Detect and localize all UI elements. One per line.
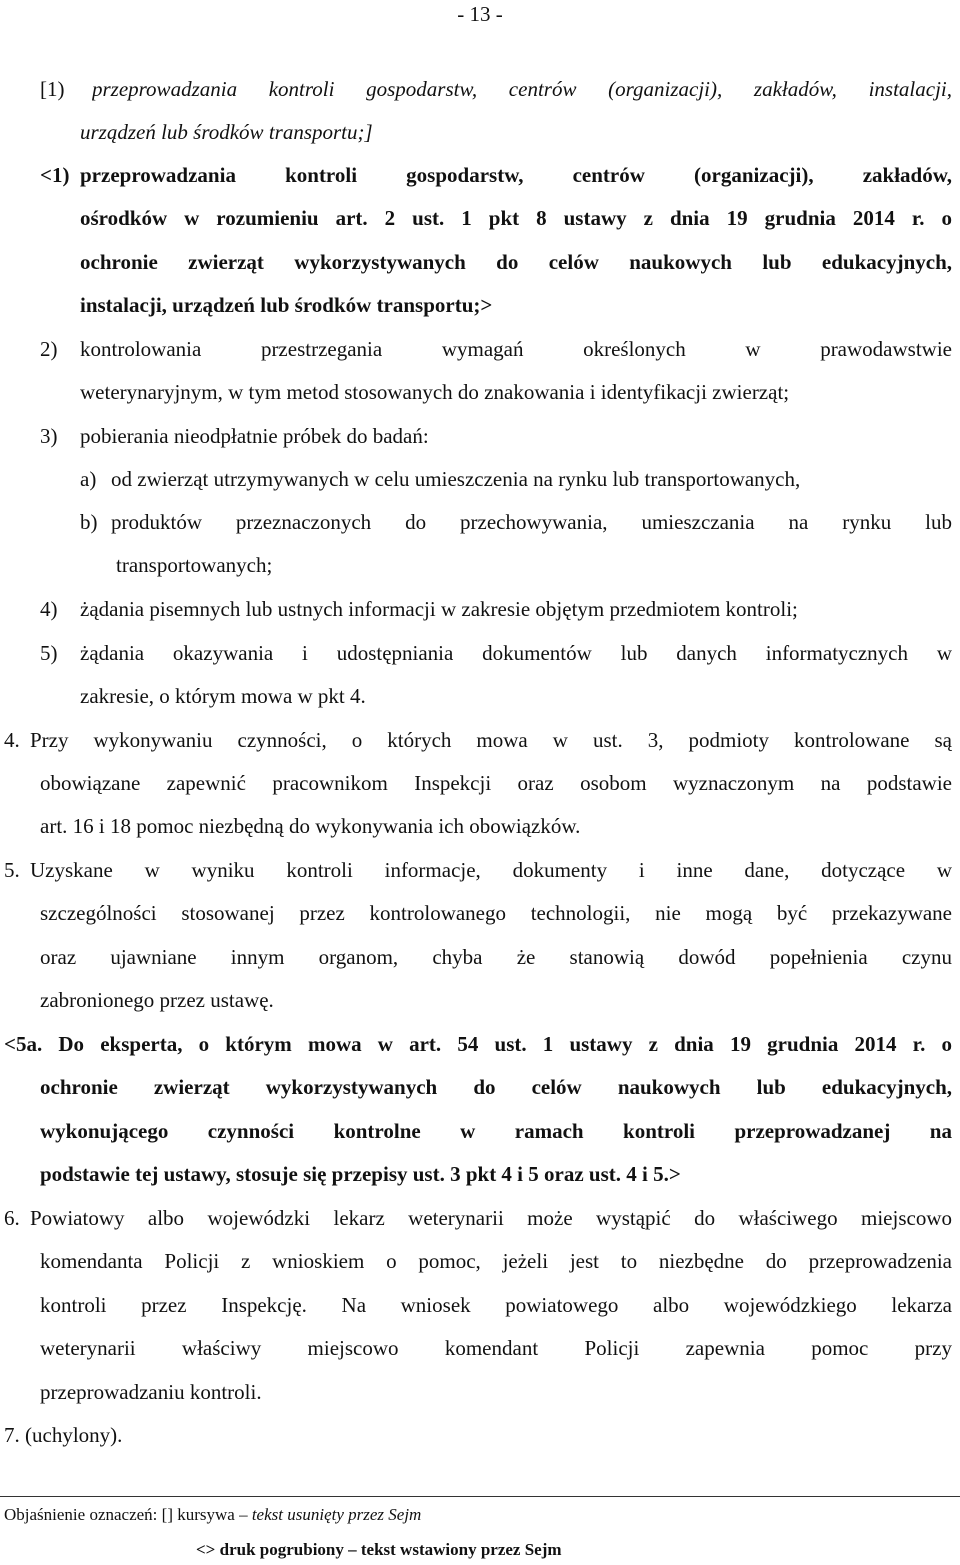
text-line: Przy wykonywaniu czynności, o których mowa w ust. 3, podmioty kontrolowane są — [30, 728, 952, 752]
text-line: ośrodków w rozumieniu art. 2 ust. 1 pkt 8 ustawy z dnia 19 grudnia 2014 r. o — [80, 206, 952, 230]
legend-dash: – — [234, 1505, 252, 1524]
text-line: ochronie zwierząt wykorzystywanych do celów naukowych lub edukacyjnych, — [80, 250, 952, 274]
section-number: 5. — [4, 858, 20, 882]
text-line: żądania pisemnych lub ustnych informacji w zakresie objętym przedmiotem kontroli; — [80, 597, 798, 621]
text-line: komendanta Policji z wnioskiem o pomoc, jeżeli jest to niezbędne do przeprowadzenia — [40, 1249, 952, 1273]
section-7: 7. (uchylony). — [4, 1423, 123, 1447]
letter-number: a) — [80, 467, 97, 491]
point-number: <1) — [40, 163, 70, 187]
text-line: <5a. Do eksperta, o którym mowa w art. 54 ust. 1 ustawy z dnia 19 grudnia 2014 r. o — [4, 1032, 952, 1056]
text-line: od zwierząt utrzymywanych w celu umieszczenia na rynku lub transportowanych, — [111, 467, 801, 491]
text-line: przeprowadzania kontroli gospodarstw, centrów (organizacji), zakładów, instalacji, — [92, 77, 952, 101]
text-line: żądania okazywania i udostępniania dokumentów lub danych informatycznych w — [80, 641, 952, 665]
text-line: urządzeń lub środków transportu;] — [80, 120, 373, 144]
section-number: 6. — [4, 1206, 20, 1230]
text-line: transportowanych; — [116, 553, 273, 577]
text-line: pobierania nieodpłatnie próbek do badań: — [80, 424, 429, 448]
legend-italic-marker: [] kursywa — [161, 1505, 235, 1524]
page-number: - 13 - — [457, 2, 503, 26]
text-line: zakresie, o którym mowa w pkt 4. — [80, 684, 366, 708]
section-number: 4. — [4, 728, 20, 752]
text-line: Powiatowy albo wojewódzki lekarz weterynarii może wystąpić do właściwego miejscowo — [30, 1206, 952, 1230]
text-line: produktów przeznaczonych do przechowywania, umieszczania na rynku lub — [111, 510, 952, 534]
point-number: 5) — [40, 641, 58, 665]
text-line: zabronionego przez ustawę. — [40, 988, 274, 1012]
point-number: 4) — [40, 597, 58, 621]
text-line: obowiązane zapewnić pracownikom Inspekcji oraz osobom wyznaczonym na podstawie — [40, 771, 952, 795]
legend-line-bold: <> druk pogrubiony – tekst wstawiony przez Sejm — [196, 1540, 562, 1559]
text-line: kontroli przez Inspekcję. Na wniosek powiatowego albo wojewódzkiego lekarza — [40, 1293, 952, 1317]
point-number: [1) — [40, 77, 65, 101]
text-line: szczególności stosowanej przez kontrolowanego technologii, nie mogą być przekazywane — [40, 901, 952, 925]
text-line: art. 16 i 18 pomoc niezbędną do wykonywania ich obowiązków. — [40, 814, 581, 838]
text-line: weterynaryjnym, w tym metod stosowanych do znakowania i identyfikacji zwierząt; — [80, 380, 790, 404]
legend-divider — [0, 1496, 960, 1497]
letter-number: b) — [80, 510, 98, 534]
point-number: 2) — [40, 337, 58, 361]
text-line: przeprowadzaniu kontroli. — [40, 1380, 262, 1404]
text-line: oraz ujawniane innym organom, chyba że stanowią dowód popełnienia czynu — [40, 945, 952, 969]
point-number: 3) — [40, 424, 58, 448]
text-line: wykonującego czynności kontrolne w ramach kontroli przeprowadzanej na — [40, 1119, 952, 1143]
text-line: przeprowadzania kontroli gospodarstw, centrów (organizacji), zakładów, — [80, 163, 952, 187]
text-line: instalacji, urządzeń lub środków transportu;> — [80, 293, 493, 317]
legend-label: Objaśnienie oznaczeń: — [4, 1505, 158, 1524]
text-line: kontrolowania przestrzegania wymagań określonych w prawodawstwie — [80, 337, 952, 361]
legend-italic-desc: tekst usunięty przez Sejm — [251, 1505, 422, 1524]
text-line: Uzyskane w wyniku kontroli informacje, dokumenty i inne dane, dotyczące w — [30, 858, 952, 882]
legend-line-italic — [4, 1505, 421, 1525]
text-line: ochronie zwierząt wykorzystywanych do celów naukowych lub edukacyjnych, — [40, 1075, 952, 1099]
text-line: weterynarii właściwy miejscowo komendant Policji zapewnia pomoc przy — [40, 1336, 952, 1360]
text-line: podstawie tej ustawy, stosuje się przepisy ust. 3 pkt 4 i 5 oraz ust. 4 i 5.> — [40, 1162, 681, 1186]
